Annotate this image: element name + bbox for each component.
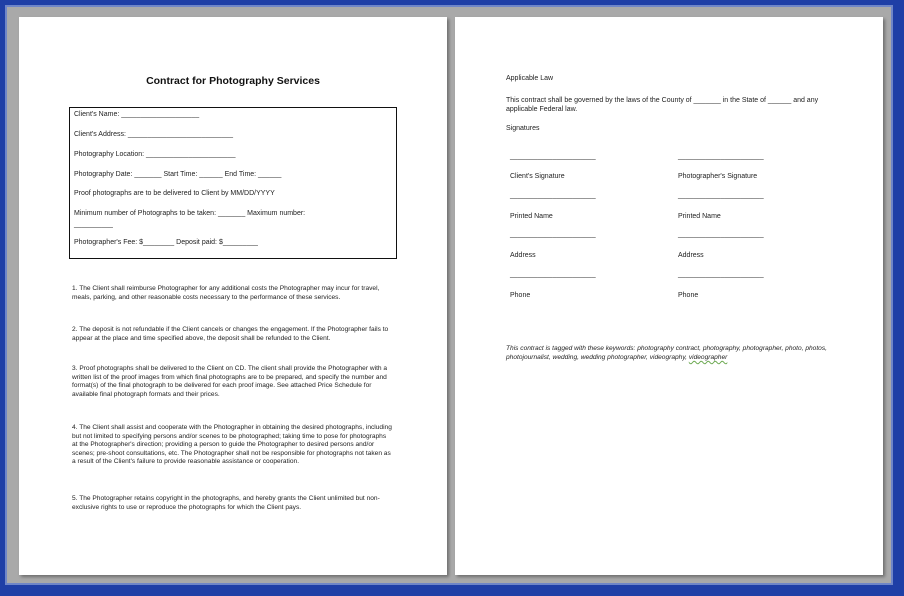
photo-date-field: Photography Date: _______ Start Time: ______ End Time: ______ xyxy=(74,171,282,178)
clause-1: 1. The Client shall reimburse Photographer for any additional costs the Photographer may incur for travel, meals, parking, and other reasonable costs necessary to the performance of these services. xyxy=(72,285,380,301)
proof-delivery-field: Proof photographs are to be delivered to Client by MM/DD/YYYY xyxy=(74,190,275,197)
photographer-phone-label: Phone xyxy=(678,292,699,299)
applicable-law-heading: Applicable Law xyxy=(506,75,554,82)
applicable-law-text: This contract shall be governed by the laws of the County of _______ in the State of ______ and any applicable Federal law. xyxy=(506,97,819,113)
client-signature-line: ______________________ xyxy=(510,153,596,160)
photographer-signature-label: Photographer's Signature xyxy=(678,173,758,180)
min-photos-field: Minimum number of Photographs to be taken: _______ Maximum number: xyxy=(74,210,306,217)
keywords-text: This contract is tagged with these keywords: photography contract, photography, photographer, photo, photos, photojournalist, wedding, wedding photographer, videography, xyxy=(506,345,827,361)
client-phone-line: ______________________ xyxy=(510,271,596,278)
client-signature-label: Client's Signature xyxy=(510,173,565,180)
photographer-printed-label: Printed Name xyxy=(678,213,721,220)
min-photos-cont: __________ xyxy=(74,221,113,228)
page-left xyxy=(19,17,447,575)
page-right xyxy=(455,17,883,575)
client-printed-line: ______________________ xyxy=(510,192,596,199)
photo-location-field: Photography Location: _______________________ xyxy=(74,151,236,158)
clause-2: 2. The deposit is not refundable if the Client cancels or changes the engagement. If the Photographer fails to appear at the place and time specified above, the deposit shall be refunded to the Client. xyxy=(72,326,389,342)
keywords-last: videographer xyxy=(688,354,728,361)
clause-4: 4. The Client shall assist and cooperate with the Photographer in obtaining the desired photographs, including but not limited to specifying persons and/or scenes to be photographed; taking time to pose for photographs at the Photographer's direction; providing a person to guide the Photographer to desired persons and/or scenes; pre-shoot consultations, etc. The Photographer shall not be responsible for photographs not taken as a result of the Client's failure to provide reasonable assistance or cooperation. xyxy=(72,424,392,465)
client-address-field: Client's Address: ___________________________ xyxy=(74,131,233,138)
photographer-signature-line: ______________________ xyxy=(678,153,764,160)
photographer-phone-line: ______________________ xyxy=(678,271,764,278)
photographer-printed-line: ______________________ xyxy=(678,192,764,199)
client-info-box xyxy=(69,107,397,259)
contract-title: Contract for Photography Services xyxy=(146,75,320,87)
clause-3: 3. Proof photographs shall be delivered to the Client on CD. The client shall provide the Photographer with a written list of the proof images from which final photographs are to be prepared, and specify the number and format(s) of the final photograph to be delivered for each proof image. See attached Price Schedule for available final photograph formats and their prices. xyxy=(72,365,388,398)
client-address-label: Address xyxy=(510,252,536,259)
client-printed-label: Printed Name xyxy=(510,213,553,220)
client-address-line: ______________________ xyxy=(510,231,596,238)
fees-field: Photographer's Fee: $________ Deposit paid: $_________ xyxy=(74,239,258,246)
photographer-address-line: ______________________ xyxy=(678,231,764,238)
clause-5: 5. The Photographer retains copyright in the photographs, and hereby grants the Client unlimited but non-exclusive rights to use or reproduce the photographs for which the Client pays. xyxy=(72,495,380,511)
signatures-heading: Signatures xyxy=(506,125,540,132)
keywords-paragraph xyxy=(506,344,836,362)
client-phone-label: Phone xyxy=(510,292,531,299)
photographer-address-label: Address xyxy=(678,252,704,259)
document-preview xyxy=(5,5,893,585)
client-name-field: Client's Name: ____________________ xyxy=(74,111,200,118)
